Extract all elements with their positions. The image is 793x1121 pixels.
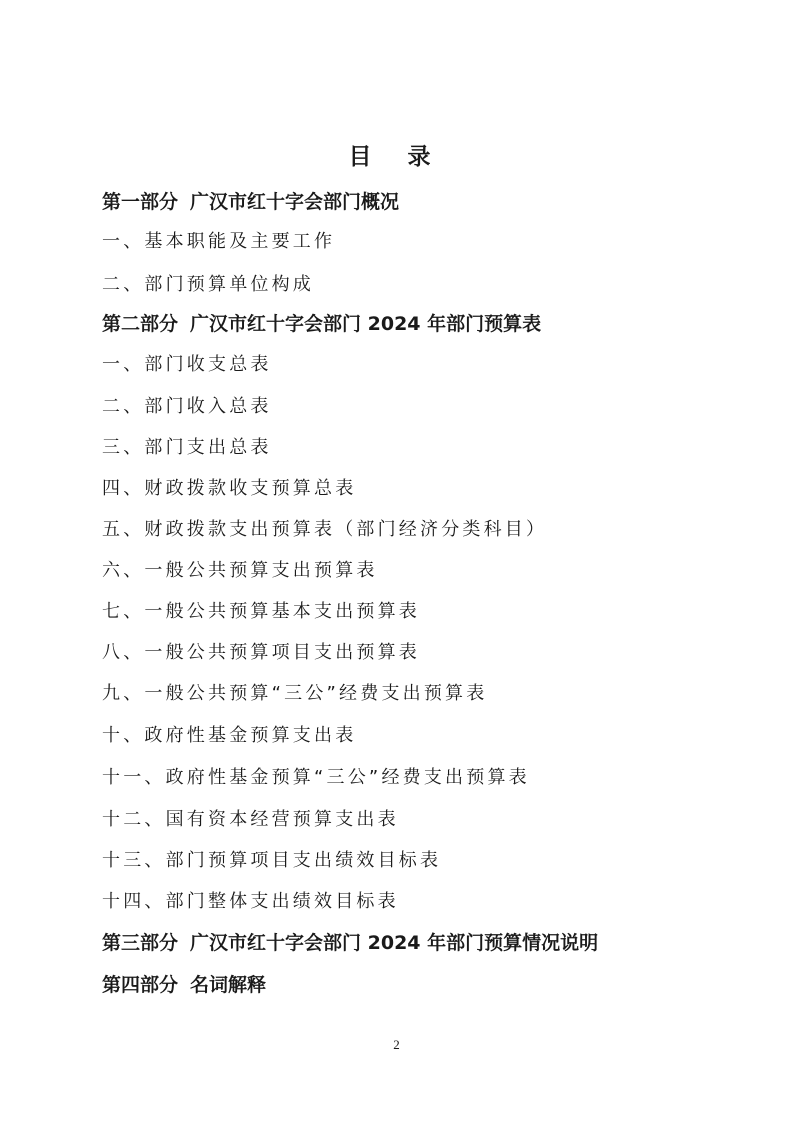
toc-item: 十四、部门整体支出绩效目标表 — [102, 891, 399, 912]
part-1-label: 第一部分 — [102, 191, 179, 213]
toc-item: 八、一般公共预算项目支出预算表 — [102, 642, 420, 663]
part-4-title: 名词解释 — [190, 974, 267, 996]
toc-part-2 — [102, 310, 541, 338]
toc-part-3 — [102, 929, 598, 957]
toc-item: 五、财政拨款支出预算表（部门经济分类科目） — [102, 519, 548, 540]
part-3-title: 广汉市红十字会部门 2024 年部门预算情况说明 — [190, 932, 599, 954]
toc-part-1 — [102, 188, 399, 216]
part-3-label: 第三部分 — [102, 932, 179, 954]
part-1-title: 广汉市红十字会部门概况 — [190, 191, 400, 213]
toc-item: 四、财政拨款收支预算总表 — [102, 478, 357, 499]
toc-item: 一、基本职能及主要工作 — [102, 231, 336, 252]
toc-item: 十一、政府性基金预算“三公”经费支出预算表 — [102, 767, 530, 788]
toc-item: 九、一般公共预算“三公”经费支出预算表 — [102, 683, 488, 704]
page-number: 2 — [393, 1037, 400, 1052]
toc-item: 一、部门收支总表 — [102, 354, 272, 375]
toc-part-4 — [102, 971, 266, 999]
part-4-label: 第四部分 — [102, 974, 179, 996]
toc-item: 十二、国有资本经营预算支出表 — [102, 809, 399, 830]
toc-item: 三、部门支出总表 — [102, 437, 272, 458]
toc-title: 目 录 — [348, 144, 445, 170]
toc-item: 十、政府性基金预算支出表 — [102, 725, 357, 746]
part-2-title: 广汉市红十字会部门 2024 年部门预算表 — [190, 313, 542, 335]
toc-item: 二、部门收入总表 — [102, 396, 272, 417]
toc-item: 二、部门预算单位构成 — [102, 274, 314, 295]
toc-item: 六、一般公共预算支出预算表 — [102, 560, 378, 581]
toc-item: 十三、部门预算项目支出绩效目标表 — [102, 850, 442, 871]
part-2-label: 第二部分 — [102, 313, 179, 335]
toc-item: 七、一般公共预算基本支出预算表 — [102, 601, 420, 622]
